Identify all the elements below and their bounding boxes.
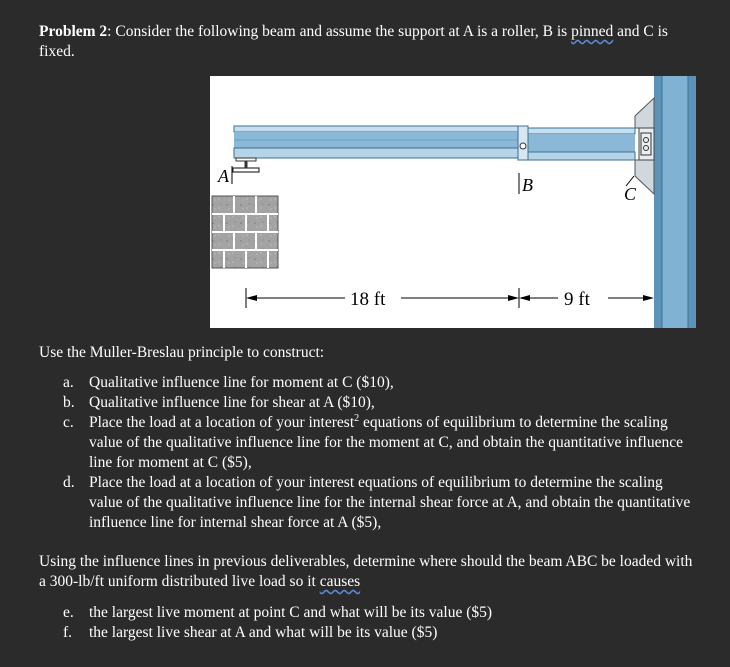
label-b: B — [522, 175, 533, 195]
label-a: A — [218, 166, 229, 186]
dim-bc-label: 9 ft — [564, 289, 590, 310]
item-text: Qualitative influence line for moment at C ($10), — [89, 374, 394, 391]
item-text: Place the load at a location of your interest equations of equilibrium to determine the scaling value of the qualitative influence line for the internal shear force at A, and obtain the quantitative influence line for internal shear force at A ($5), — [89, 474, 691, 531]
list-item — [63, 623, 693, 643]
questions-list — [63, 603, 693, 643]
dim-ab-label: 18 ft — [350, 289, 386, 310]
masonry-wall-a — [212, 196, 278, 268]
problem-text-2: and C is fixed. — [39, 23, 668, 60]
problem-pinned-word: pinned — [571, 23, 614, 40]
loading-paragraph — [39, 552, 699, 592]
beam-figure — [210, 76, 696, 328]
item-text: the largest live shear at A and what will be its value ($5) — [89, 624, 438, 641]
item-text: Qualitative influence line for shear at A ($10), — [89, 394, 375, 411]
beam-ab — [234, 126, 518, 158]
list-item — [63, 473, 693, 533]
list-item — [63, 393, 693, 413]
item-marker: e. — [63, 604, 74, 621]
label-c: C — [624, 184, 637, 204]
column-c — [654, 76, 696, 328]
loading-paragraph-text: Using the influence lines in previous deliverables, determine where should the beam ABC be loaded with a 300-lb/ft uniform distributed live load so it — [39, 553, 693, 590]
list-item — [63, 603, 693, 623]
beam-diagram — [210, 76, 696, 328]
causes-word: causes — [319, 573, 361, 590]
list-item — [63, 373, 693, 393]
item-marker: a. — [63, 374, 74, 391]
item-text-continued: equations of equilibrium to determine the scaling value of the qualitative influence line for the moment at C, and obtain the quantitative influence line for moment at C ($5), — [89, 414, 683, 471]
problem-label: Problem 2 — [39, 23, 108, 40]
problem-statement — [39, 22, 704, 62]
item-text: the largest live moment at point C and what will be its value ($5) — [89, 604, 493, 621]
pin-b — [518, 126, 528, 160]
item-text: Place the load at a location of your interest — [89, 414, 355, 431]
item-marker: d. — [63, 474, 75, 491]
deliverables-list — [63, 373, 693, 533]
roller-support-a — [233, 158, 259, 195]
item-marker: c. — [63, 414, 74, 431]
fixed-connection-c — [635, 98, 654, 194]
item-marker: f. — [63, 624, 73, 641]
problem-text-1: : Consider the following beam and assume the support at A is a roller, B is — [107, 23, 572, 40]
dimension-line — [246, 288, 654, 308]
intro-text: Use the Muller-Breslau principle to construct: — [39, 344, 325, 361]
item-superscript: 2 — [354, 412, 360, 424]
beam-bc — [528, 128, 635, 160]
list-item — [63, 413, 693, 473]
item-marker: b. — [63, 394, 75, 411]
